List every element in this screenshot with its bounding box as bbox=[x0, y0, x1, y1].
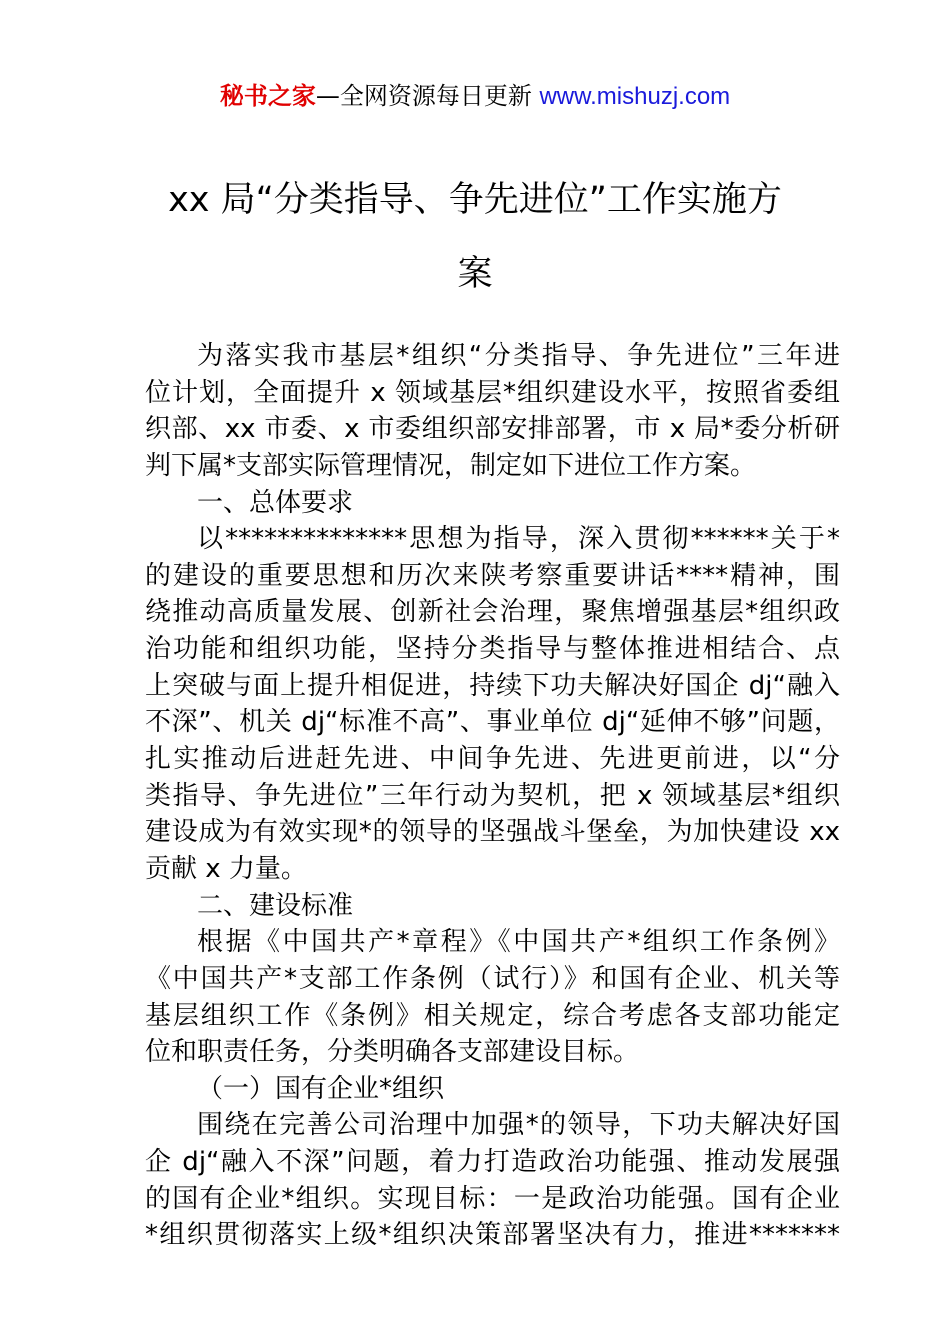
document-title bbox=[120, 176, 830, 324]
body-line: 治功能和组织功能，坚持分类指导与整体推进相结合、点 bbox=[145, 634, 840, 665]
section-heading: 二、建设标准 bbox=[197, 890, 354, 921]
section-heading: 一、总体要求 bbox=[197, 487, 354, 518]
title-line-2: 案 bbox=[457, 254, 493, 294]
body-line: 织部、xx 市委、x 市委组织部安排部署，市 x 局*委分析研 bbox=[145, 414, 840, 445]
body-line: 根据《中国共产*章程》《中国共产*组织工作条例》 bbox=[197, 927, 840, 958]
site-tagline: —全网资源每日更新 bbox=[315, 82, 540, 110]
body-line: 位计划，全面提升 x 领域基层*组织建设水平，按照省委组 bbox=[145, 377, 840, 408]
body-line: 的国有企业*组织。实现目标：一是政治功能强。国有企业 bbox=[145, 1183, 840, 1214]
body-line: 的建设的重要思想和历次来陕考察重要讲话****精神，围 bbox=[145, 560, 840, 591]
body-line: 位和职责任务，分类明确各支部建设目标。 bbox=[145, 1037, 640, 1068]
body-line: 围绕在完善公司治理中加强*的领导，下功夫解决好国 bbox=[197, 1110, 840, 1141]
body-line: 以**************思想为指导，深入贯彻******关于* bbox=[197, 524, 840, 555]
body-line: 类指导、争先进位”三年行动为契机，把 x 领域基层*组织 bbox=[145, 780, 840, 811]
subsection-heading: （一）国有企业*组织 bbox=[197, 1073, 445, 1104]
body-line: 《中国共产*支部工作条例（试行）》和国有企业、机关等 bbox=[145, 963, 840, 994]
body-line: 扎实推动后进赶先进、中间争先进、先进更前进，以“分 bbox=[145, 744, 840, 775]
site-brand: 秘书之家 bbox=[219, 82, 316, 110]
body-line: 上突破与面上提升相促进，持续下功夫解决好国企 dj“融入 bbox=[145, 670, 840, 701]
title-line-1: xx 局“分类指导、争先进位”工作实施方 bbox=[168, 180, 782, 220]
body-line: 为落实我市基层*组织“分类指导、争先进位”三年进 bbox=[197, 341, 840, 371]
body-line: *组织贯彻落实上级*组织决策部署坚决有力，推进******* bbox=[145, 1220, 840, 1251]
site-url-link[interactable]: www.mishuzj.com bbox=[539, 83, 731, 110]
body-line: 绕推动高质量发展、创新社会治理，聚焦增强基层*组织政 bbox=[145, 597, 840, 628]
site-header bbox=[0, 80, 950, 113]
document-body bbox=[145, 338, 840, 1254]
body-line: 判下属*支部实际管理情况，制定如下进位工作方案。 bbox=[145, 450, 757, 481]
body-line: 建设成为有效实现*的领导的坚强战斗堡垒，为加快建设 xx bbox=[145, 817, 840, 848]
body-line: 企 dj“融入不深”问题，着力打造政治功能强、推动发展强 bbox=[145, 1147, 840, 1178]
body-line: 不深”、机关 dj“标准不高”、事业单位 dj“延伸不够”问题， bbox=[145, 707, 840, 738]
body-line: 基层组织工作《条例》相关规定，综合考虑各支部功能定 bbox=[145, 1000, 840, 1031]
body-line: 贡献 x 力量。 bbox=[145, 853, 307, 884]
